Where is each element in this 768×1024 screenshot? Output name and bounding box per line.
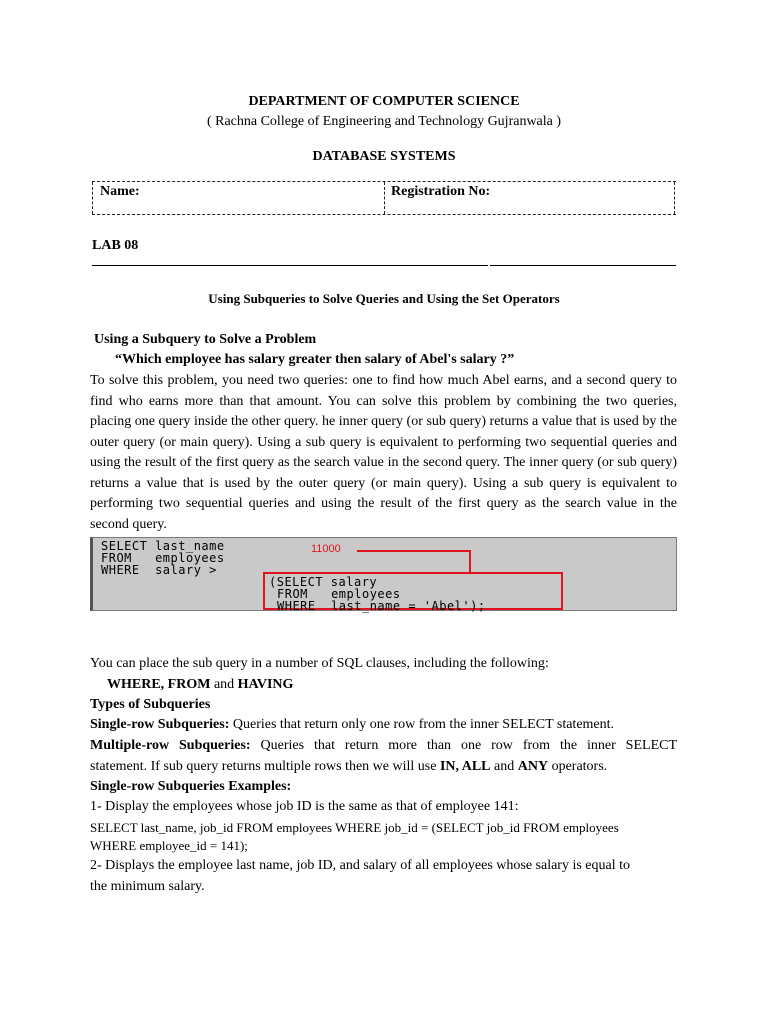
- student-id-box: [92, 181, 676, 215]
- explanation-paragraph: To solve this problem, you need two queries: one to find how much Abel earns, and a second query to find who earns more than that amount. You can solve this problem by combining the two queries, placing one query inside the other query. he inner query (or sub query) returns a value that is used by the outer query (or main query). Using a sub query is equivalent to performing two sequential queries and using the result of the first query as the search value in the second query. The inner query (or sub query) returns a value that is used by the outer query (or main query). Using a sub query is equivalent to performing two sequential queries and using the result of the first query as the search value in the second query.: [90, 373, 677, 532]
- clauses-list: [107, 677, 293, 693]
- code-line: FROM employees: [101, 551, 225, 565]
- example-2-description: 2- Displays the employee last name, job ID, and salary of all employees whose salary is equal to: [90, 858, 631, 873]
- multi-row-text-2: statement. If sub query returns multiple rows then we will use: [90, 759, 437, 774]
- operator-any: ANY: [517, 759, 549, 774]
- multi-row-label: Multiple-row Subqueries:: [90, 738, 251, 753]
- examples-heading: Single-row Subqueries Examples:: [90, 779, 292, 794]
- types-heading: Types of Subqueries: [90, 697, 211, 712]
- clause-where-from: WHERE, FROM: [107, 677, 211, 692]
- example-1-description: 1- Display the employees whose job ID is the same as that of employee 141:: [90, 799, 519, 814]
- separator-line-end: [490, 265, 676, 266]
- code-line: SELECT last_name: [101, 539, 225, 553]
- multi-row-text: Queries that return more than one row from the inner SELECT: [260, 738, 678, 753]
- code-line: WHERE last_name = 'Abel');: [277, 599, 486, 613]
- example-2-description-cont: the minimum salary.: [90, 879, 205, 894]
- example-1-sql-line-1: SELECT last_name, job_id FROM employees WHERE job_id = (SELECT job_id FROM employees: [90, 820, 619, 835]
- arrow-line-vertical: [469, 550, 471, 572]
- course-title: DATABASE SYSTEMS: [312, 149, 456, 164]
- college-name: ( Rachna College of Engineering and Technology Gujranwala ): [206, 114, 562, 129]
- id-box-left-border: [92, 182, 93, 214]
- multi-row-definition: [90, 738, 677, 754]
- single-row-text: Queries that return only one row from the inner SELECT statement.: [232, 717, 615, 732]
- clause-having: HAVING: [237, 677, 294, 692]
- single-row-definition: [90, 717, 614, 733]
- department-title: DEPARTMENT OF COMPUTER SCIENCE: [248, 94, 520, 109]
- id-box-right-border: [674, 182, 675, 214]
- operator-tail: operators.: [551, 759, 608, 774]
- separator-line-short: [92, 265, 114, 266]
- separator-line-main: [114, 265, 488, 266]
- multi-row-operators: [90, 759, 607, 775]
- code-line: (SELECT salary: [269, 575, 378, 589]
- abel-salary-value: 11000: [311, 543, 341, 555]
- operator-in-all: IN, ALL: [439, 759, 491, 774]
- section-heading: Using a Subquery to Solve a Problem: [94, 332, 317, 347]
- section-question: “Which employee has salary greater then salary of Abel's salary ?”: [115, 352, 515, 367]
- lab-title: Using Subqueries to Solve Queries and Using the Set Operators: [208, 291, 560, 306]
- subquery-code-figure: [90, 537, 677, 611]
- registration-label: Registration No:: [391, 184, 491, 199]
- name-label: Name:: [100, 184, 140, 199]
- clause-and: and: [213, 677, 235, 692]
- single-row-label: Single-row Subqueries:: [90, 717, 230, 732]
- clauses-intro: You can place the sub query in a number of SQL clauses, including the following:: [90, 656, 549, 671]
- operator-and: and: [494, 759, 515, 774]
- arrow-line-horizontal: [357, 550, 469, 552]
- example-1-sql-line-2: WHERE employee_id = 141);: [90, 838, 248, 853]
- code-line: WHERE salary >: [101, 563, 217, 577]
- code-line: FROM employees: [277, 587, 401, 601]
- lab-number: LAB 08: [92, 238, 139, 253]
- id-box-divider: [384, 182, 385, 214]
